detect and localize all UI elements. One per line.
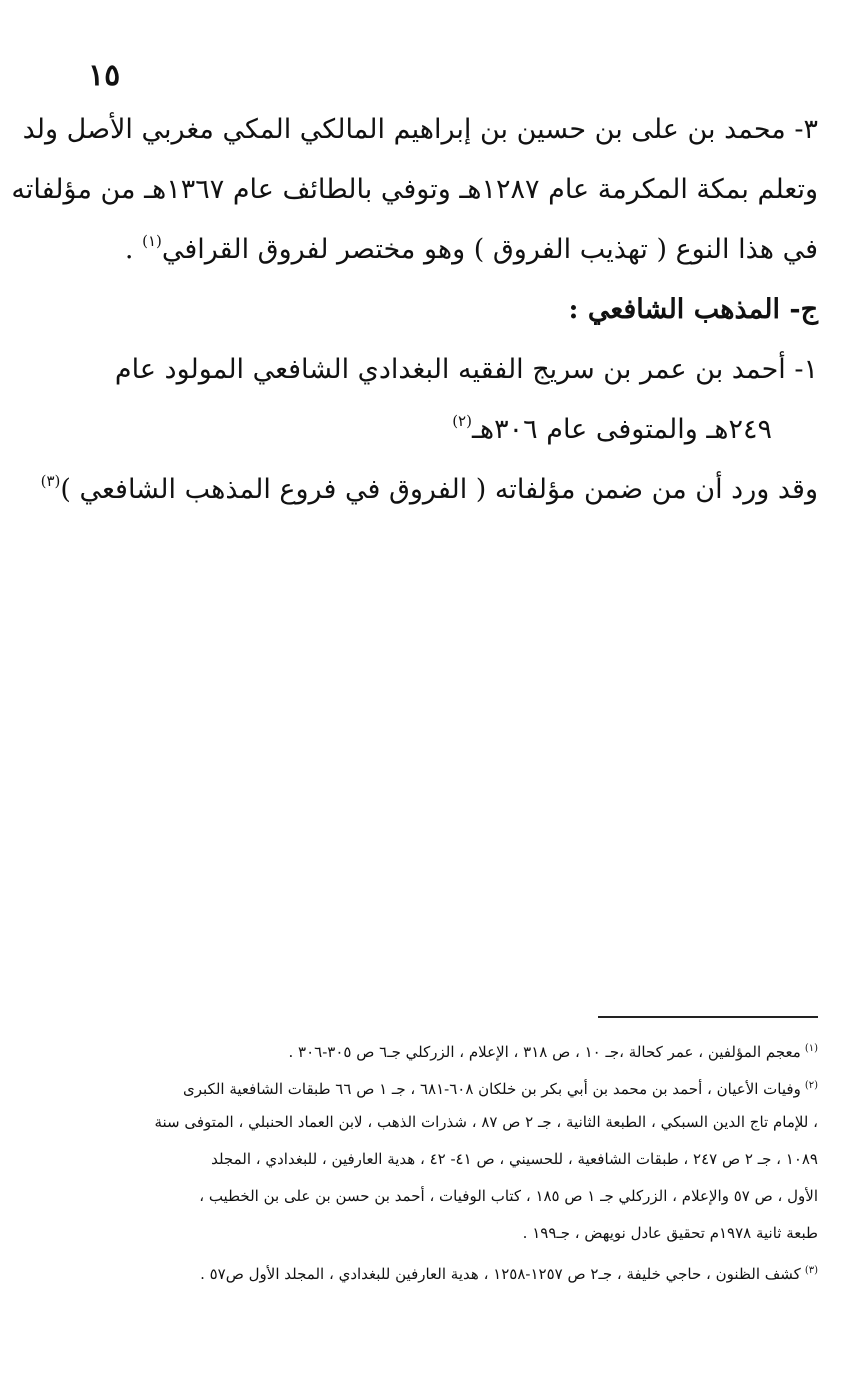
footnote-ref: (٢) [452,412,472,430]
text-line [70,400,818,460]
footnote [70,1252,818,1289]
footnote-divider [598,1016,818,1018]
footnote-number: (١) [804,1043,818,1054]
footnote-text: وفيات الأعيان ، أحمد بن محمد بن أبي بكر بن خلكان ٦٠٨-٦٨١ ، جـ ١ ص ٦٦ طبقات الشافعية الكبرى [183,1080,801,1098]
footnote-text: طبعة ثانية ١٩٧٨م تحقيق عادل نويهض ، جـ١٩٩ . [522,1224,818,1242]
footnote-number: (٢) [804,1080,818,1091]
footnote [70,1030,818,1067]
text-line: ٣- محمد بن على بن حسين بن إبراهيم المالكي المكي مغربي الأصل ولد [22,114,818,145]
main-text [11,100,818,520]
footnote-ref: (٣) [40,472,61,490]
section-heading: ج- المذهب الشافعي : [568,294,818,325]
text-line-content: وقد ورد أن من ضمن مؤلفاته ( الفروق في فروع المذهب الشافعي ) [60,474,818,505]
text-line: ١- أحمد بن عمر بن سريج الفقيه البغدادي الشافعي المولود عام [114,354,818,385]
footnote-text: معجم المؤلفين ، عمر كحالة ،جـ ١٠ ، ص ٣١٨ ، الإعلام ، الزركلي جـ٦ ص ٣٠٥-٣٠٦ . [288,1043,801,1061]
footnote-ref: (١) [142,232,162,250]
footnote-text: ، للإمام تاج الدين السبكي ، الطبعة الثانية ، جـ ٢ ص ٨٧ ، شذرات الذهب ، لابن العماد الحنبلي ، المتوفى سنة [154,1113,818,1131]
page-number: ١٥ [88,58,121,93]
text-line-content: ٢٤٩هـ والمتوفى عام ٣٠٦هـ [471,414,772,445]
text-line-content: في هذا النوع ( تهذيب الفروق ) وهو مختصر لفروق القرافي [161,234,818,265]
footnote-text: الأول ، ص ٥٧ والإعلام ، الزركلي جـ ١ ص ١٨٥ ، كتاب الوفيات ، أحمد بن حسن بن على بن الخطيب ، [199,1187,818,1205]
footnote-number: (٣) [804,1265,818,1276]
text-line [40,460,818,520]
footnote-text: ١٠٨٩ ، جـ ٢ ص ٢٤٧ ، طبقات الشافعية ، للحسيني ، ص ٤١- ٤٢ ، هدية العارفين ، للبغدادي ، المجلد [211,1150,818,1168]
footnotes [70,1030,818,1289]
line-end-punctuation: . [124,234,143,265]
text-line: وتعلم بمكة المكرمة عام ١٢٨٧هـ وتوفي بالطائف عام ١٣٦٧هـ من مؤلفاته [11,174,818,205]
footnote [70,1067,818,1104]
text-line [70,220,818,280]
footnote-text: كشف الظنون ، حاجي خليفة ، جـ٢ ص ١٢٥٧-١٢٥٨ ، هدية العارفين للبغدادي ، المجلد الأول ص٥٧ . [200,1265,801,1283]
